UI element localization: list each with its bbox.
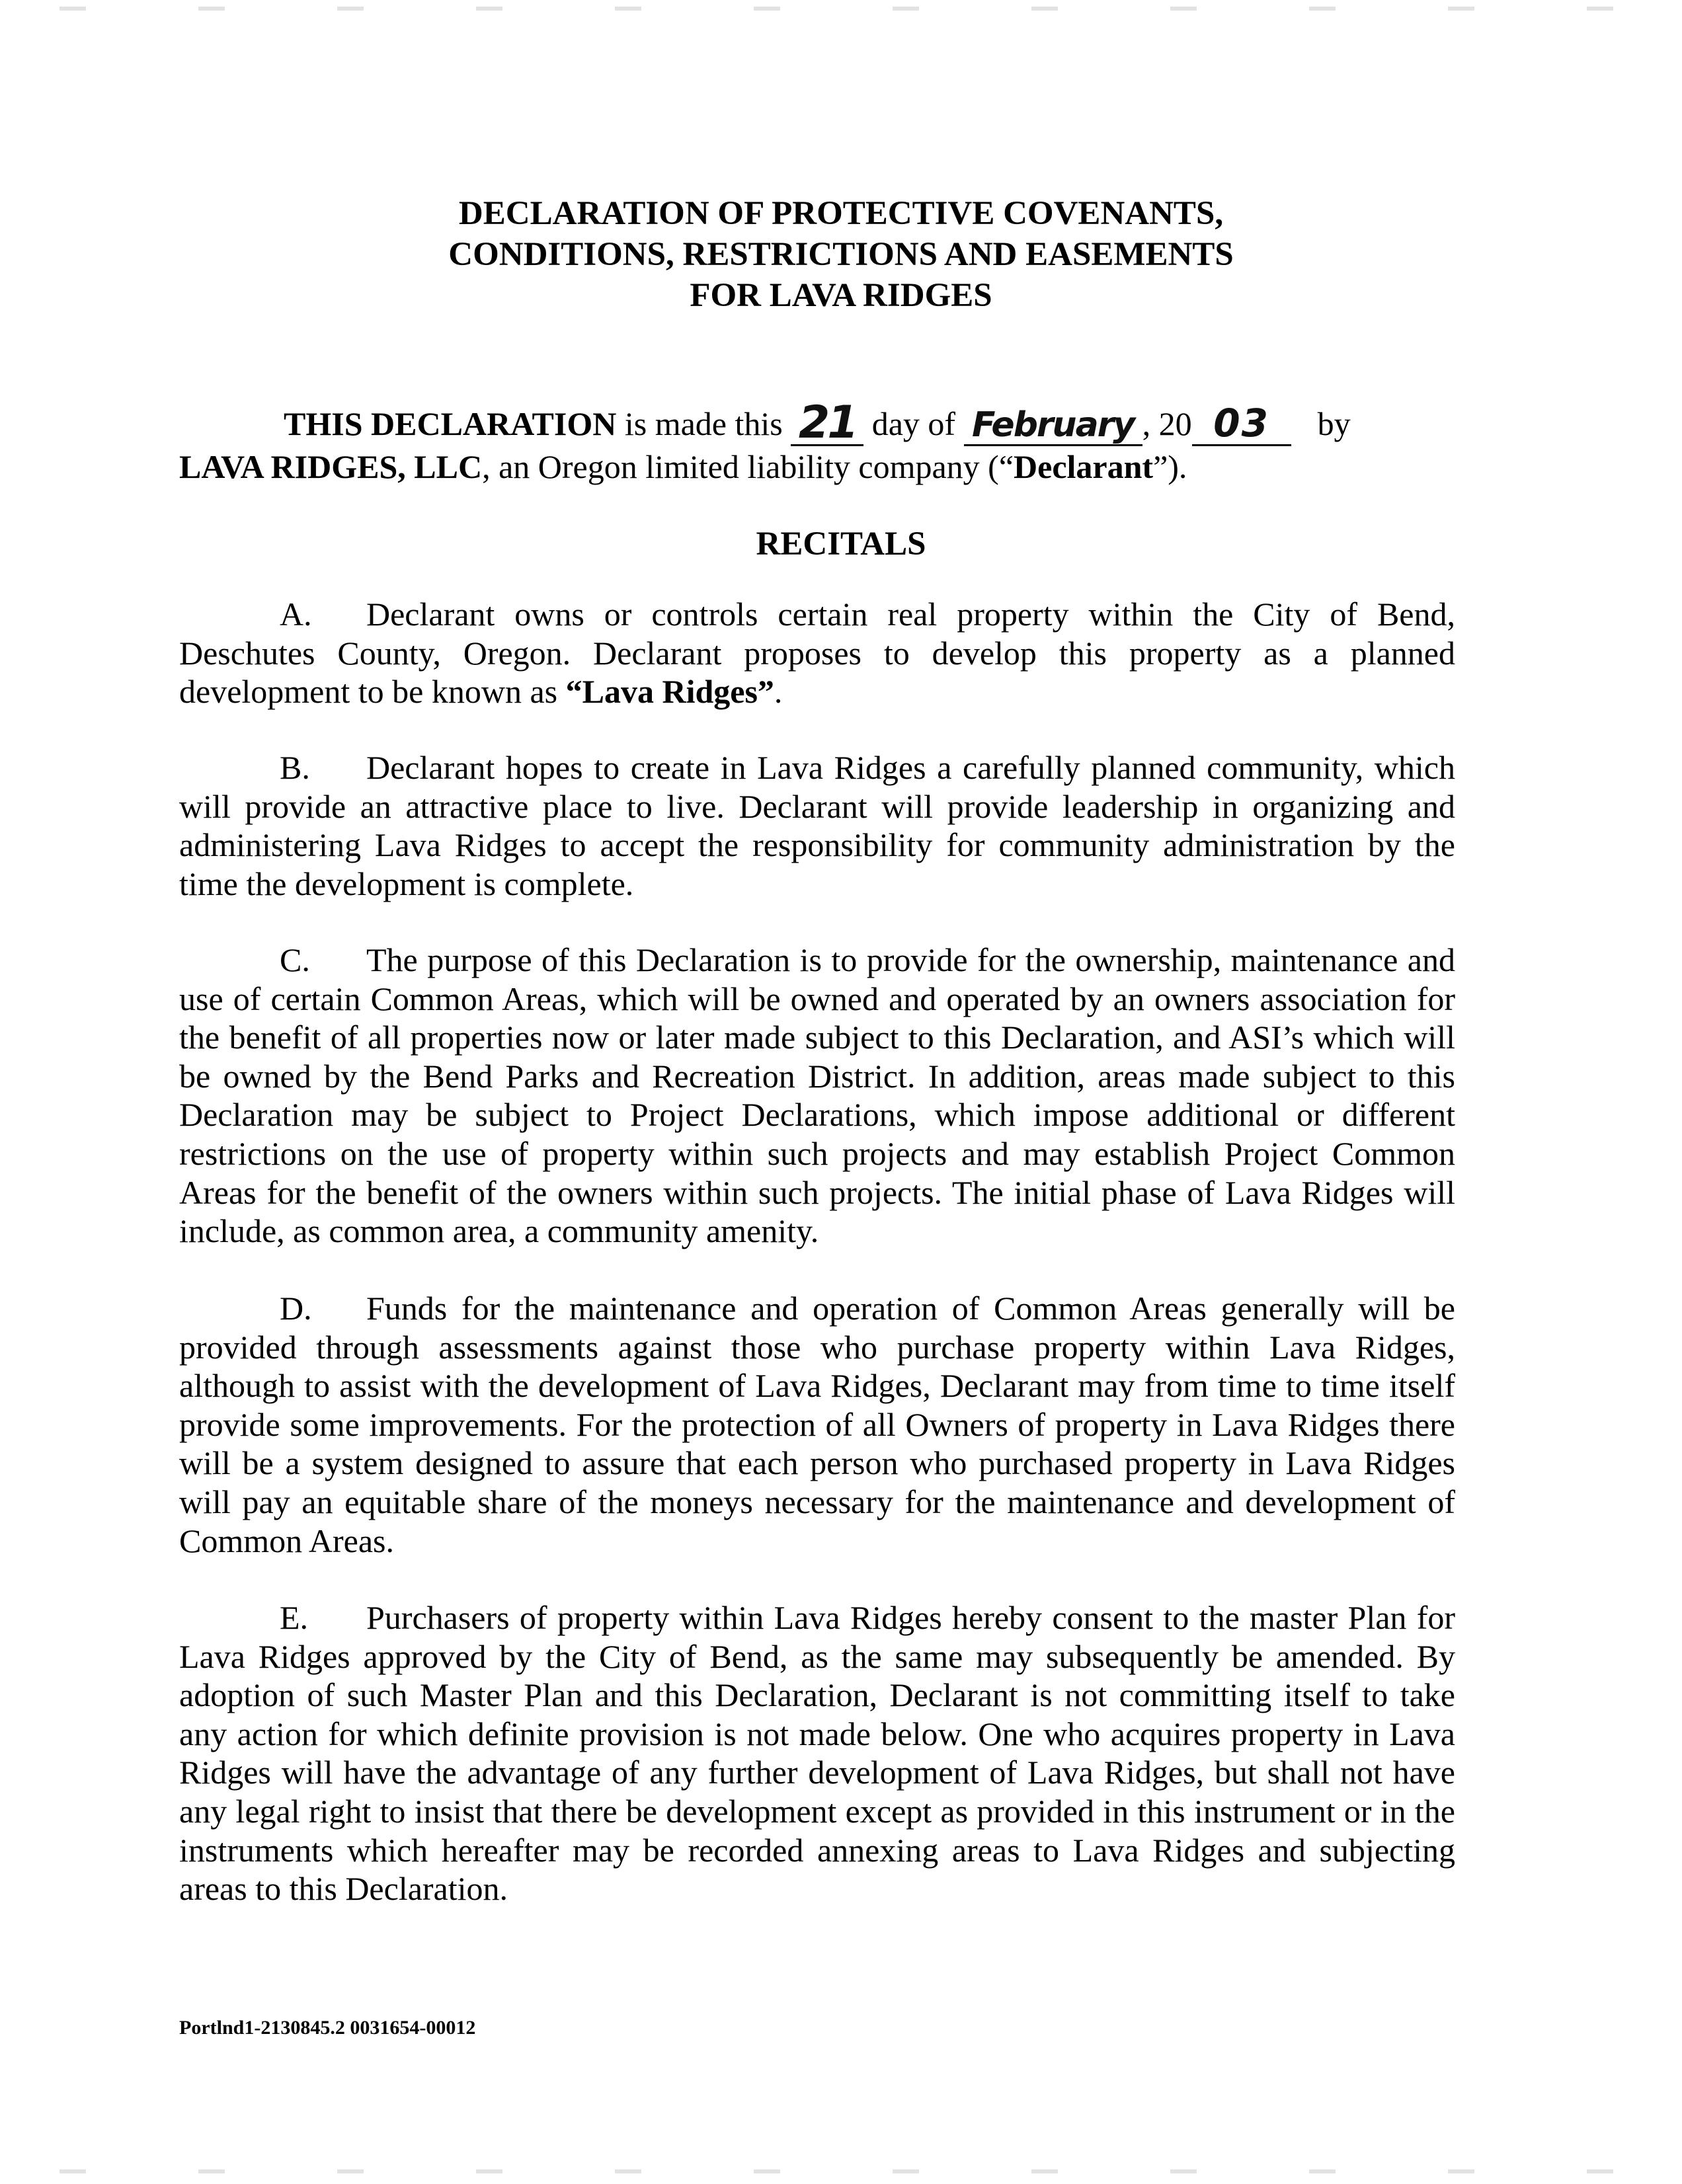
recital-a-end: . [774, 673, 783, 711]
recital-a-letter: A. [280, 596, 312, 633]
recital-b-text: Declarant hopes to create in Lava Ridges a carefully planned community, which will provide an attractive place to live. Declarant will provide leadership in organizing and administering Lava Ridges to accept the responsibility for community administration by the time the development is complete. [179, 749, 1455, 902]
recital-c-letter: C. [280, 941, 310, 978]
recital-a [179, 595, 1455, 711]
intro-lead: THIS DECLARATION [284, 405, 617, 442]
intro-line-1 [179, 397, 1455, 449]
intro-text-6: ”). [1153, 448, 1187, 485]
recital-a-bold: “Lava Ridges” [565, 673, 774, 711]
title-line-1: DECLARATION OF PROTECTIVE COVENANTS, [458, 195, 1224, 232]
recital-d [179, 1289, 1455, 1560]
intro-declarant: Declarant [1014, 448, 1154, 485]
recitals-heading: RECITALS [756, 526, 926, 563]
document-title [0, 193, 1682, 316]
intro-company: LAVA RIDGES, LLC [179, 448, 483, 485]
intro-text-2: day of [863, 405, 964, 442]
day-blank [791, 397, 863, 449]
recital-e-letter: E. [280, 1599, 309, 1636]
title-line-2: CONDITIONS, RESTRICTIONS AND EASEMENTS [448, 236, 1234, 273]
handwritten-day: 21 [798, 397, 856, 449]
handwritten-year: 03 [1213, 401, 1269, 446]
intro-text-5: , an Oregon limited liability company (“ [482, 448, 1014, 485]
recital-b [179, 748, 1455, 903]
intro-text-4: by [1317, 405, 1351, 442]
declaration-intro [179, 397, 1455, 487]
recital-d-letter: D. [280, 1290, 312, 1327]
intro-line-2 [179, 446, 1455, 487]
recital-e [179, 1598, 1455, 1908]
document-footer-id: Portlnd1-2130845.2 0031654-00012 [179, 2017, 476, 2039]
recital-a-text: Declarant owns or controls certain real property within the City of Bend, Deschutes County, Oregon. Declarant proposes to develop this property as a planned development to be known as [179, 596, 1455, 711]
year-blank [1192, 401, 1291, 446]
scan-artifact-bottom [0, 2169, 1682, 2173]
intro-text-3: , 20 [1142, 405, 1192, 442]
scan-artifact-top [0, 7, 1682, 11]
recital-e-text: Purchasers of property within Lava Ridges hereby consent to the master Plan for Lava Ridges approved by the City of Bend, as the same may subsequently be amended. By adoption of such Master Plan and this Declaration, Declarant is not committing itself to take any action for which definite provision is not made below. One who acquires property in Lava Ridges will have the advantage of any further development of Lava Ridges, but shall not have any legal right to insist that there be development except as provided in this instrument or in the instruments which hereafter may be recorded annexing areas to Lava Ridges and subjecting areas to this Declaration. [179, 1599, 1455, 1908]
recital-c-text: The purpose of this Declaration is to provide for the ownership, maintenance and use of certain Common Areas, which will be owned and operated by an owners association for the benefit of all properties now or later made subject to this Declaration, and ASI’s which will be owned by the Bend Parks and Recreation District. In addition, areas made subject to this Declaration may be subject to Project Declarations, which impose additional or different restrictions on the use of property within such projects and may establish Project Common Areas for the benefit of the owners within such projects. The initial phase of Lava Ridges will include, as common area, a community amenity. [179, 941, 1455, 1250]
month-blank [964, 403, 1142, 446]
intro-text-1: is made this [616, 405, 791, 442]
handwritten-month: February [971, 405, 1135, 445]
title-line-3: FOR LAVA RIDGES [690, 277, 992, 314]
recital-b-letter: B. [280, 749, 310, 786]
recital-c [179, 941, 1455, 1251]
recital-d-text: Funds for the maintenance and operation of Common Areas generally will be provided through assessments against those who purchase property within Lava Ridges, although to assist with the development of Lava Ridges, Declarant may from time to time itself provide some improvements. For the protection of all Owners of property in Lava Ridges there will be a system designed to assure that each person who purchased property in Lava Ridges will pay an equitable share of the moneys necessary for the maintenance and development of Common Areas. [179, 1290, 1455, 1559]
